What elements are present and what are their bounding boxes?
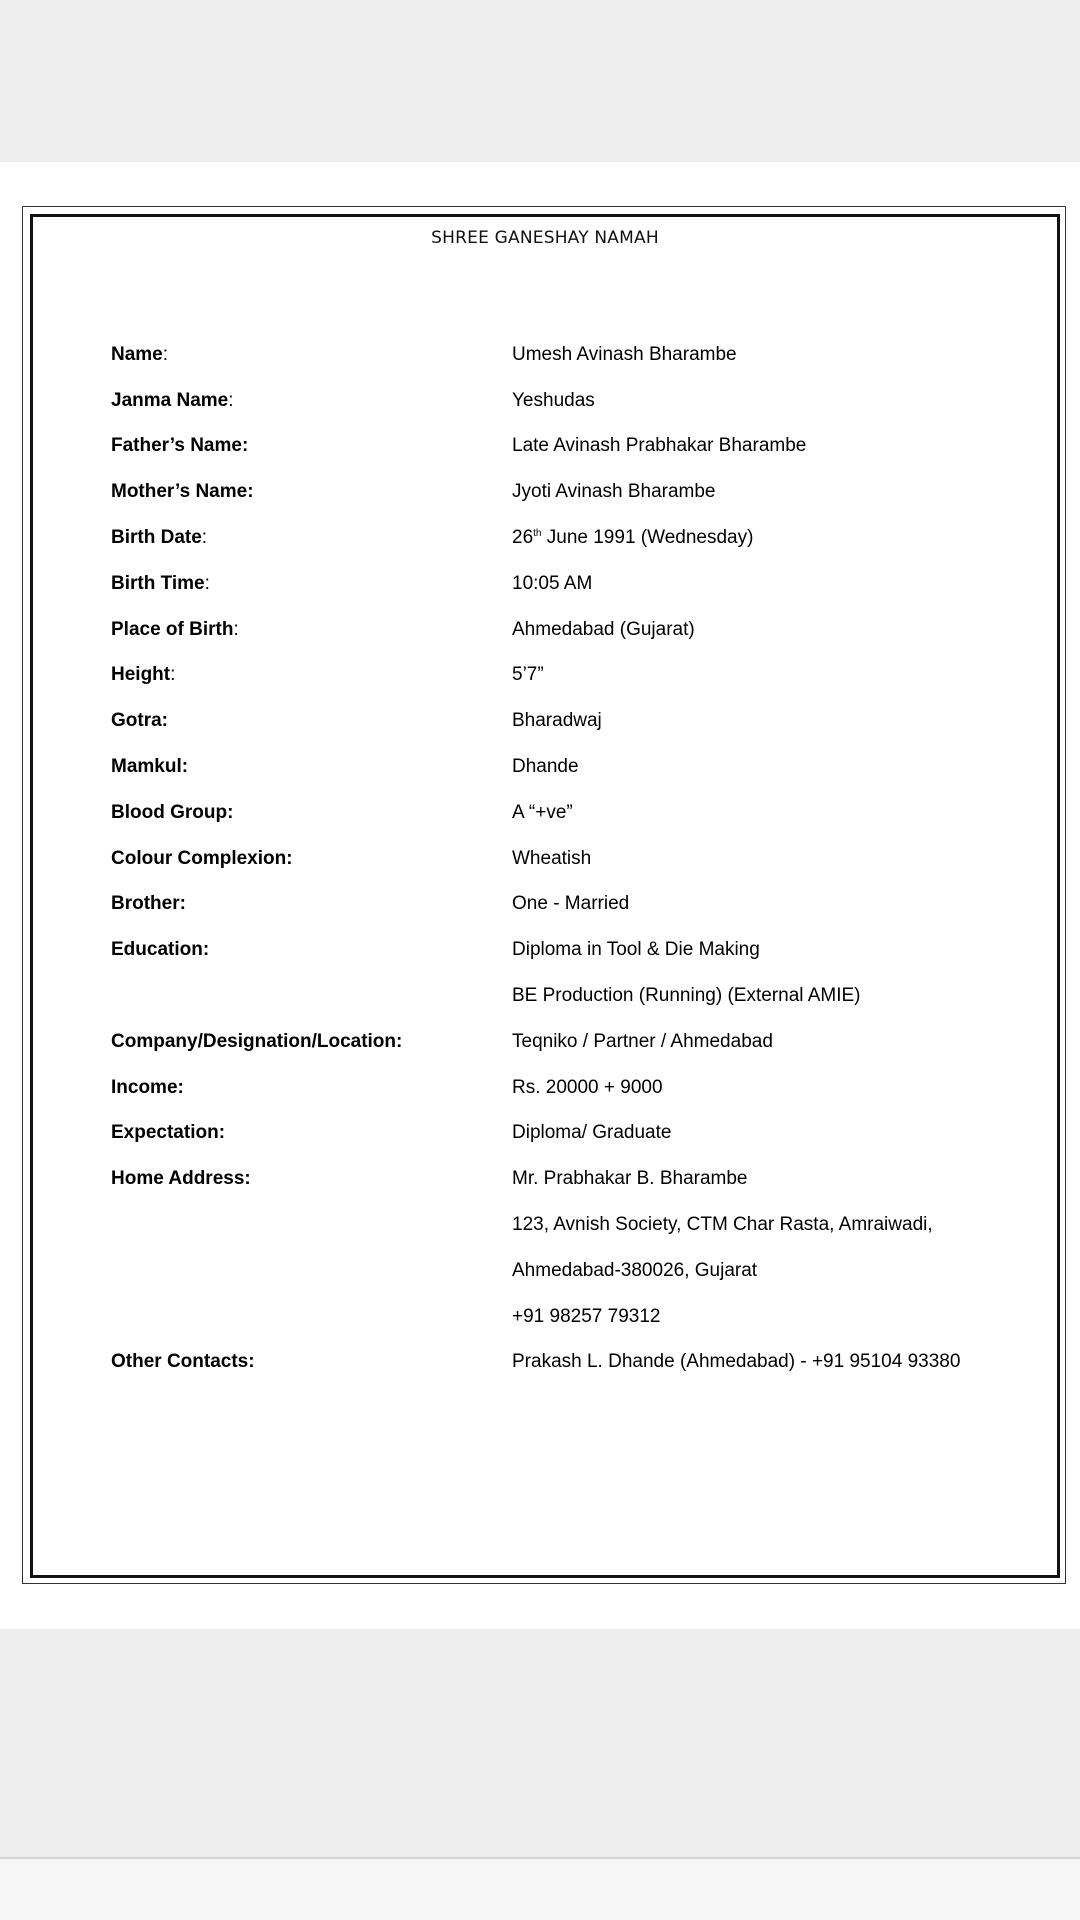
row-value: +91 98257 79312 [512,1305,661,1327]
row-label: Brother: [111,893,186,915]
row-value: Wheatish [512,847,592,869]
row-value: Yeshudas [512,389,595,411]
row-value: 26th June 1991 (Wednesday) [512,527,754,549]
biodata-row [111,378,1011,424]
viewer-bottom-bar [0,1857,1080,1920]
row-value: 10:05 AM [512,572,593,594]
biodata-row [111,1065,1011,1111]
row-label: Mother’s Name: [111,481,254,503]
row-label: Height: [111,664,176,686]
row-label: Colour Complexion: [111,847,293,869]
row-value: Dhande [512,756,579,778]
biodata-row [111,607,1011,653]
row-label: Birth Time: [111,572,210,594]
row-value: A “+ve” [512,801,573,823]
row-value: Bharadwaj [512,710,602,732]
biodata-row [111,1340,1011,1386]
biodata-row [111,515,1011,561]
row-value: Ahmedabad-380026, Gujarat [512,1259,758,1281]
row-value: Umesh Avinash Bharambe [512,343,737,365]
row-label: Other Contacts: [111,1351,255,1373]
document-page [0,162,1080,1629]
biodata-row [111,973,1011,1019]
row-value: Rs. 20000 + 9000 [512,1076,663,1098]
biodata-row [111,653,1011,699]
biodata-row [111,790,1011,836]
biodata-row [111,1202,1011,1248]
row-value: Diploma in Tool & Die Making [512,939,760,961]
row-value: 123, Avnish Society, CTM Char Rasta, Amraiwadi, [512,1214,933,1236]
biodata-row [111,882,1011,928]
viewer-background-top [0,0,1080,162]
row-label: Place of Birth: [111,618,239,640]
row-label: Gotra: [111,710,168,732]
row-value: Ahmedabad (Gujarat) [512,618,695,640]
row-value: Diploma/ Graduate [512,1122,672,1144]
biodata-row [111,561,1011,607]
biodata-row [111,1156,1011,1202]
row-value: Late Avinash Prabhakar Bharambe [512,435,807,457]
row-label: Name: [111,343,169,365]
biodata-row [111,1248,1011,1294]
biodata-row [111,424,1011,470]
row-value: Teqniko / Partner / Ahmedabad [512,1030,773,1052]
row-value: Prakash L. Dhande (Ahmedabad) - +91 95104 93380 [512,1351,961,1373]
viewer-background-bottom [0,1629,1080,1857]
row-label: Home Address: [111,1168,251,1190]
row-value: Jyoti Avinash Bharambe [512,481,716,503]
biodata-table [111,332,1011,1385]
row-value: BE Production (Running) (External AMIE) [512,985,861,1007]
row-label: Education: [111,939,210,961]
row-label: Income: [111,1076,184,1098]
row-label: Birth Date: [111,527,208,549]
row-label: Janma Name: [111,389,234,411]
biodata-row [111,744,1011,790]
biodata-row [111,836,1011,882]
biodata-row [111,698,1011,744]
biodata-row [111,927,1011,973]
row-value: One - Married [512,893,630,915]
row-value: 5’7” [512,664,544,686]
biodata-row [111,1111,1011,1157]
biodata-row [111,1294,1011,1340]
biodata-row [111,332,1011,378]
document-heading: SHREE GANESHAY NAMAH [431,228,659,248]
row-label: Company/Designation/Location: [111,1030,403,1052]
biodata-row [111,1019,1011,1065]
row-label: Father’s Name: [111,435,249,457]
row-label: Blood Group: [111,801,234,823]
row-label: Mamkul: [111,756,189,778]
row-value: Mr. Prabhakar B. Bharambe [512,1168,748,1190]
biodata-row [111,469,1011,515]
row-label: Expectation: [111,1122,226,1144]
